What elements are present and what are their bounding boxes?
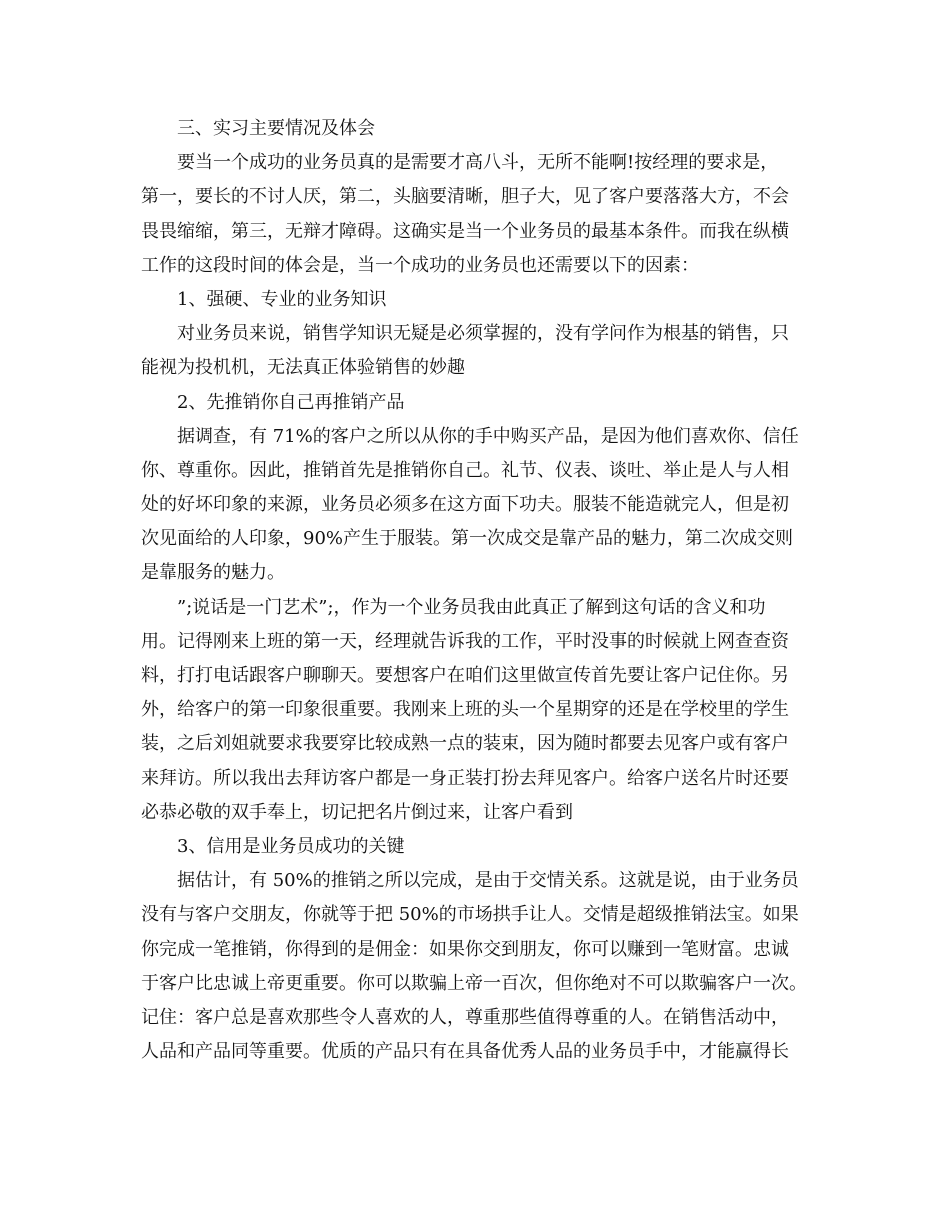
paragraph-line: 能视为投机机，无法真正体验销售的妙趣 — [141, 357, 465, 379]
paragraph-line: 没有与客户交朋友，你就等于把 50%的市场拱手让人。交情是超级推销法宝。如果 — [141, 904, 799, 926]
paragraph-line: 你、尊重你。因此，推销首先是推销你自己。礼节、仪表、谈吐、举止是人与人相 — [141, 459, 789, 481]
paragraph-line: 要当一个成功的业务员真的是需要才高八斗，无所不能啊!按经理的要求是， — [177, 152, 779, 174]
paragraph-line: 你完成一笔推销，你得到的是佣金：如果你交到朋友，你可以赚到一笔财富。忠诚 — [141, 938, 789, 960]
paragraph-line: 于客户比忠诚上帝更重要。你可以欺骗上帝一百次，但你绝对不可以欺骗客户一次。 — [141, 972, 807, 994]
paragraph-line: 次见面给的人印象，90%产生于服装。第一次成交是靠产品的魅力，第二次成交则 — [141, 528, 794, 550]
subsection-heading: 2、先推销你自己再推销产品 — [177, 391, 405, 413]
paragraph-line: 用。记得刚来上班的第一天，经理就告诉我的工作，平时没事的时候就上网查查资 — [141, 630, 789, 652]
paragraph-line: 是靠服务的魅力。 — [141, 562, 285, 584]
paragraph-line: 记住：客户总是喜欢那些令人喜欢的人，尊重那些值得尊重的人。在销售活动中， — [141, 1006, 789, 1028]
paragraph-line: 处的好坏印象的来源，业务员必须多在这方面下功夫。服装不能造就完人，但是初 — [141, 494, 789, 516]
paragraph-line: 必恭必敬的双手奉上，切记把名片倒过来，让客户看到 — [141, 801, 573, 823]
paragraph-line: 人品和产品同等重要。优质的产品只有在具备优秀人品的业务员手中，才能赢得长 — [141, 1041, 789, 1063]
paragraph-line: ”;说话是一门艺术”;，作为一个业务员我由此真正了解到这句话的含义和功 — [177, 596, 766, 618]
paragraph-line: 料，打打电话跟客户聊聊天。要想客户在咱们这里做宣传首先要让客户记住你。另 — [141, 665, 789, 686]
paragraph-line: 装，之后刘姐就要求我要穿比较成熟一点的装束，因为随时都要去见客户或有客户 — [141, 733, 789, 755]
paragraph-line: 工作的这段时间的体会是，当一个成功的业务员也还需要以下的因素： — [141, 254, 699, 276]
paragraph-line: 来拜访。所以我出去拜访客户都是一身正装打扮去拜见客户。给客户送名片时还要 — [141, 767, 789, 789]
paragraph-line: 第一，要长的不讨人厌，第二，头脑要清晰，胆子大，见了客户要落落大方，不会 — [141, 186, 789, 208]
subsection-heading: 1、强硬、专业的业务知识 — [177, 288, 387, 310]
paragraph-line: 据调查，有 71%的客户之所以从你的手中购买产品，是因为他们喜欢你、信任 — [177, 425, 799, 447]
document-body — [141, 112, 831, 1069]
paragraph-line: 外，给客户的第一印象很重要。我刚来上班的头一个星期穿的还是在学校里的学生 — [141, 699, 789, 721]
paragraph-line: 据估计，有 50%的推销之所以完成，是由于交情关系。这就是说，由于业务员 — [177, 870, 799, 892]
section-heading: 三、实习主要情况及体会 — [177, 118, 375, 139]
paragraph-line: 对业务员来说，销售学知识无疑是必须掌握的，没有学问作为根基的销售，只 — [177, 323, 789, 345]
subsection-heading: 3、信用是业务员成功的关键 — [177, 835, 405, 857]
paragraph-line: 畏畏缩缩，第三，无辩才障碍。这确实是当一个业务员的最基本条件。而我在纵横 — [141, 220, 789, 242]
